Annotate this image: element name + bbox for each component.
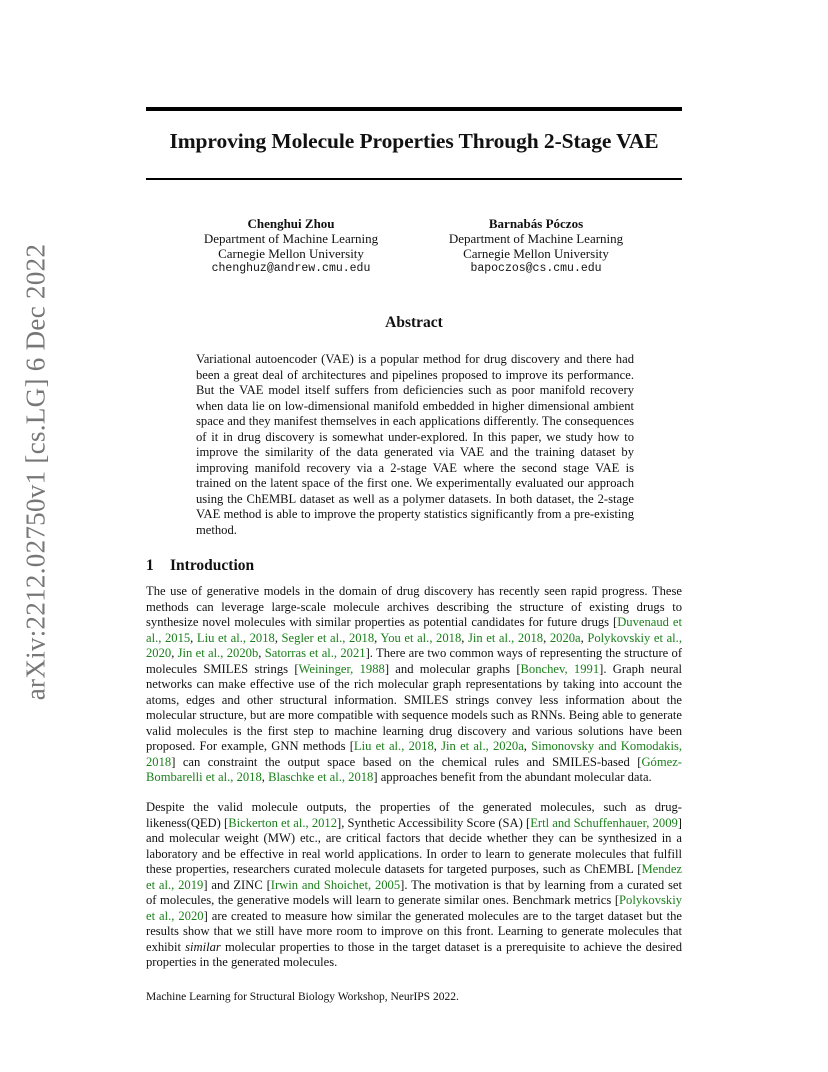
citation-link[interactable]: Bickerton et al., 2012: [228, 815, 338, 830]
citation-link[interactable]: Jin et al., 2018: [467, 630, 544, 645]
author-name: Chenghui Zhou: [247, 216, 335, 231]
text-run: ] approaches benefit from the abundant molecular data.: [373, 770, 652, 784]
text-run: ,: [523, 739, 532, 753]
title-rule-bottom: [146, 178, 682, 180]
author-name: Barnabás Póczos: [488, 216, 584, 231]
text-run: molecular properties to those in the target dataset is a prerequisite to achieve the desired properties in the generated molecules.: [146, 939, 682, 969]
author-department: Department of Machine Learning: [203, 231, 379, 246]
text-run: ,: [461, 630, 468, 645]
intro-paragraph-1: [146, 584, 682, 786]
text-run: ]. Graph neural networks can make effective use of the rich molecular graph representations by taking into account the atoms, edges and other structural information. SMILES strings convey less information about the molecular structure, but are more compatible with sequence models such as RNNs. Being able to generate valid molecules is the first step to machine learning drug discovery and various solutions have been proposed. For example, GNN methods [: [146, 661, 683, 753]
citation-link[interactable]: 2020a: [549, 630, 581, 645]
citation-link[interactable]: Jin et al., 2020b: [177, 646, 259, 660]
text-run: ] and ZINC [: [203, 877, 271, 892]
text-run: ,: [261, 770, 269, 784]
text-run: ,: [171, 646, 178, 660]
text-run: ] can constraint the output space based on the chemical rules and SMILES-based [: [171, 754, 642, 769]
citation-link[interactable]: Weininger, 1988: [298, 661, 385, 676]
intro-paragraph-2: [146, 800, 682, 971]
citation-link[interactable]: Ertl and Schuffenhauer, 2009: [530, 815, 678, 830]
citation-link[interactable]: Liu et al., 2018: [196, 630, 275, 645]
footer-venue: Machine Learning for Structural Biology Workshop, NeurIPS 2022.: [146, 991, 459, 1003]
author-email[interactable]: chenghuz@andrew.cmu.edu: [211, 262, 371, 275]
section-number: 1: [146, 557, 154, 574]
citation-link[interactable]: Segler et al., 2018: [281, 630, 375, 645]
author-2: [426, 216, 646, 276]
text-run: ,: [580, 630, 588, 645]
section-title: Introduction: [170, 557, 255, 574]
author-1: [181, 216, 401, 276]
section-heading-introduction: [146, 557, 254, 575]
citation-link[interactable]: Polykovskiy et al., 2020: [146, 630, 682, 660]
author-university: Carnegie Mellon University: [218, 246, 364, 261]
text-run: ,: [190, 630, 197, 645]
author-university: Carnegie Mellon University: [463, 246, 609, 261]
text-run: ] and molecular graphs [: [384, 661, 521, 676]
text-run: ]. There are two common ways of representing the structure of molecules SMILES strings [: [146, 646, 683, 676]
text-run: ,: [433, 739, 442, 753]
citation-link[interactable]: Simonovsky and Komodakis, 2018: [146, 739, 683, 769]
text-run: ]. The motivation is that by learning from a curated set of molecules, the generative models will learn to generate similar ones. Benchmark metrics [: [146, 877, 682, 907]
text-run: ], Synthetic Accessibility Score (SA) [: [337, 815, 531, 830]
text-run: ] and molecular weight (MW) etc., are critical factors that decide whether they can be synthesized in a laboratory and be effective in real world applications. In order to learn to generate molecules that fulfill these properties, researchers curated molecule datasets for targeted purposes, such as ChEMBL [: [146, 815, 682, 876]
text-run: ,: [374, 630, 381, 645]
author-department: Department of Machine Learning: [448, 231, 624, 246]
abstract-heading: Abstract: [385, 314, 443, 331]
citation-link[interactable]: Gómez-Bombarelli et al., 2018: [146, 754, 682, 784]
text-run: ,: [543, 630, 550, 645]
abstract-text: Variational autoencoder (VAE) is a popular method for drug discovery and there had been a great deal of architectures and pipelines proposed to improve its performance. But the VAE model itself suffers from deficiencies such as poor manifold recovery when data lie on low-dimensional manifold embedded in higher dimensional ambient space and they manifest themselves in each applications differently. The consequences of it in drug discovery is somewhat under-explored. In this paper, we study how to improve the similarity of the data generated via VAE and the training dataset by improving manifold recovery via a 2-stage VAE where the second stage VAE is trained on the latent space of the first one. We experimentally evaluated our approach using the ChEMBL dataset as well as a polymer datasets. In both dataset, the 2-stage VAE method is able to improve the property statistics significantly from a pre-existing method.: [196, 352, 634, 537]
paper-title: Improving Molecule Properties Through 2-Stage VAE: [169, 129, 659, 153]
arxiv-id: arXiv:2212.02750v1 [cs.LG] 6 Dec 2022: [20, 243, 51, 701]
text-run: ,: [274, 630, 282, 645]
citation-link[interactable]: Bonchev, 1991: [520, 661, 600, 676]
text-run: Despite the valid molecule outputs, the properties of the generated molecules, such as drug-likeness(QED) [: [146, 800, 682, 830]
text-run: The use of generative models in the domain of drug discovery has recently seen rapid progress. These methods can leverage large-scale molecule archives describing the structure of existing drugs to synthesize novel molecules with similar properties as potential candidates for future drugs [: [146, 584, 682, 629]
author-email[interactable]: bapoczos@cs.cmu.edu: [470, 262, 602, 275]
citation-link[interactable]: Satorras et al., 2021: [264, 646, 366, 660]
text-run: ] are created to measure how similar the generated molecules are to the target dataset but the results show that we still have more room to improve on this front. Learning to generate molecules that exhibit: [146, 908, 682, 954]
emphasis-text: similar: [185, 939, 221, 954]
citation-link[interactable]: You et al., 2018: [380, 630, 462, 645]
citation-link[interactable]: Duvenaud et al., 2015: [146, 615, 682, 645]
text-run: ,: [258, 646, 265, 660]
citation-link[interactable]: Blaschke et al., 2018: [268, 770, 374, 784]
title-rule-top: [146, 107, 682, 111]
citation-link[interactable]: Liu et al., 2018: [353, 739, 434, 753]
citation-link[interactable]: Mendez et al., 2019: [146, 862, 682, 892]
citation-link[interactable]: Polykovskiy et al., 2020: [146, 893, 682, 923]
citation-link[interactable]: Jin et al., 2020a: [441, 739, 524, 753]
citation-link[interactable]: Irwin and Shoichet, 2005: [270, 877, 401, 892]
